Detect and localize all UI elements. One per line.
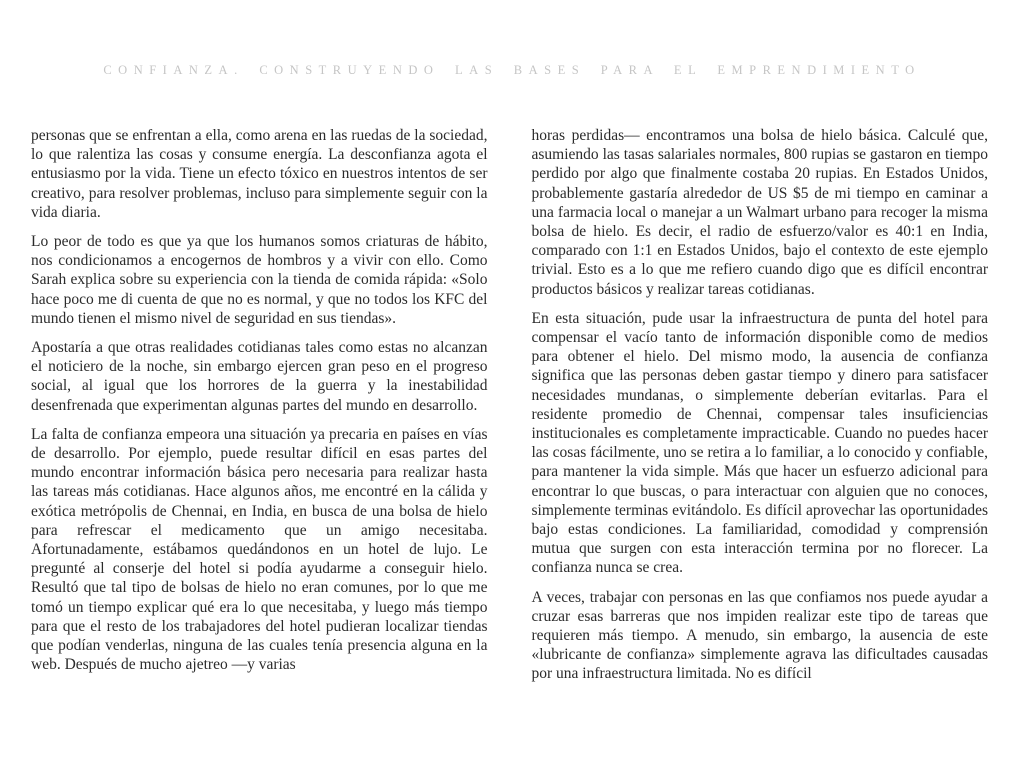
paragraph: En esta situación, pude usar la infraestructura de punta del hotel para compensar el vacío tanto de información disponible como de medios para obtener el hielo. Del mismo modo, la ausencia de confianza significa que las personas deben gastar tiempo y dinero para satisfacer necesidades mundanas, o simplemente deberían evitarlas. Para el residente promedio de Chennai, compensar tales insuficiencias institucionales es completamente impracticable. Cuando no puedes hacer las cosas fácilmente, uno se retira a lo familiar, a lo conocido y confiable, para mantener la vida simple. Más que hacer un esfuerzo adicional para encontrar lo que buscas, o para interactuar con alguien que no conoces, simplemente terminas evitándolo. Es difícil aprovechar las oportunidades bajo estas condiciones. La familiaridad, comodidad y comprensión mutua que surgen con esta interacción termina por no florecer. La confianza nunca se crea. (531, 309, 988, 577)
paragraph: personas que se enfrentan a ella, como arena en las ruedas de la sociedad, lo que ralentiza las cosas y consume energía. La desconfianza agota el entusiasmo por la vida. Tiene un efecto tóxico en nuestros intentos de ser creativo, para resolver problemas, incluso para simplemente seguir con la vida diaria. (31, 127, 488, 221)
paragraph: A veces, trabajar con personas en las que confiamos nos puede ayudar a cruzar esas barreras que nos impiden realizar este tipo de tareas que requieren más tiempo. A menudo, sin embargo, la ausencia de este «lubricante de confianza» simplemente agrava las dificultades causadas por una infraestructura limitada. No es difícil (531, 588, 988, 683)
paragraph: La falta de confianza empeora una situación ya precaria en países en vías de desarrollo. Por ejemplo, puede resultar difícil en esas partes del mundo encontrar información básica pero necesaria para realizar hasta las tareas más cotidianas. Hace algunos años, me encontré en la cálida y exótica metrópolis de Chennai, en India, en busca de una bolsa de hielo para refrescar el medicamento que un amigo necesitaba. Afortunadamente, estábamos quedándonos en un hotel de lujo. Le pregunté al conserje del hotel si podía ayudarme a conseguir hielo. Resultó que tal tipo de bolsas de hielo no eran comunes, por lo que me tomó un tiempo explicar qué era lo que necesitaba, y luego más tiempo para que el resto de los trabajadores del hotel pudieran localizar tiendas que podían venderlas, ninguna de las cuales tenía presencia alguna en la web. Después de mucho ajetreo —y varias (31, 425, 488, 674)
text-columns (31, 126, 988, 684)
paragraph: horas perdidas— encontramos una bolsa de hielo básica. Calculé que, asumiendo las tasas salariales normales, 800 rupias se gastaron en tiempo perdido por algo que finalmente costaba 20 rupias. En Estados Unidos, probablemente gastaría alrededor de US $5 de mi tiempo en caminar a una farmacia local o manejar a un Walmart urbano para recoger la misma bolsa de hielo. Es decir, el radio de esfuerzo/valor es 40:1 en India, comparado con 1:1 en Estados Unidos, bajo el contexto de este ejemplo trivial. Esto es a lo que me refiero cuando digo que es difícil encontrar productos básicos y realizar tareas cotidianas. (531, 127, 988, 298)
paragraph: Apostaría a que otras realidades cotidianas tales como estas no alcanzan el noticiero de la noche, sin embargo ejercen gran peso en el progreso social, al igual que los horrores de la guerra y la inestabilidad desenfrenada que experimentan algunas partes del mundo en desarrollo. (31, 339, 488, 414)
left-text-column (31, 126, 488, 684)
paragraph: Lo peor de todo es que ya que los humanos somos criaturas de hábito, nos condicionamos a encogernos de hombros y a vivir con ello. Como Sarah explica sobre su experiencia con la tienda de comida rápida: «Solo hace poco me di cuenta de que no es normal, y que no todos los KFC del mundo tienen el mismo nivel de seguridad en sus tiendas». (31, 233, 488, 327)
running-header: CONFIANZA. CONSTRUYENDO LAS BASES PARA EL EMPRENDIMIENTO (103, 63, 921, 77)
right-text-column (532, 126, 989, 684)
